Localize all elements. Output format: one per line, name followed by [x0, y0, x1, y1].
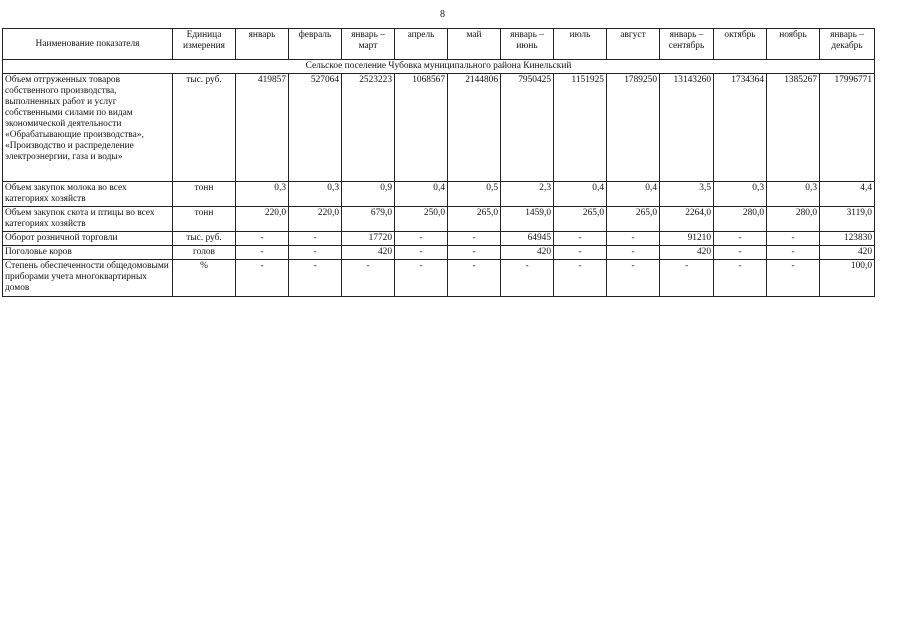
unit-cell: тыс. руб.	[173, 232, 236, 246]
value-cell: -	[236, 232, 289, 246]
value-cell: 420	[660, 246, 714, 260]
value-cell: 91210	[660, 232, 714, 246]
column-header-month: ноябрь	[767, 29, 820, 60]
value-cell: -	[554, 260, 607, 297]
value-cell: 265,0	[554, 207, 607, 232]
table-row	[3, 74, 875, 182]
value-cell: 220,0	[289, 207, 342, 232]
value-cell: -	[554, 232, 607, 246]
value-cell: 420	[501, 246, 554, 260]
value-cell: 679,0	[342, 207, 395, 232]
value-cell: 220,0	[236, 207, 289, 232]
indicator-name: Поголовье коров	[3, 246, 173, 260]
indicator-name: Объем отгруженных товаров собственного производства, выполненных работ и услуг собственными силами по видам экономической деятельности «Обрабатывающие производства», «Производство и распределение электроэнергии, газа и воды»	[3, 74, 173, 182]
indicator-table	[2, 28, 875, 297]
value-cell: 0,3	[289, 182, 342, 207]
value-cell: 2523223	[342, 74, 395, 182]
value-cell: 280,0	[767, 207, 820, 232]
value-cell: 1151925	[554, 74, 607, 182]
value-cell: -	[289, 260, 342, 297]
value-cell: 2144806	[448, 74, 501, 182]
value-cell: 7950425	[501, 74, 554, 182]
value-cell: 17720	[342, 232, 395, 246]
value-cell: 0,5	[448, 182, 501, 207]
value-cell: 0,3	[236, 182, 289, 207]
value-cell: -	[607, 260, 660, 297]
column-header-month: февраль	[289, 29, 342, 60]
column-header-month: апрель	[395, 29, 448, 60]
unit-cell: тыс. руб.	[173, 74, 236, 182]
value-cell: -	[448, 232, 501, 246]
value-cell: -	[395, 232, 448, 246]
unit-cell: тонн	[173, 182, 236, 207]
value-cell: 265,0	[448, 207, 501, 232]
indicator-name: Объем закупок скота и птицы во всех категориях хозяйств	[3, 207, 173, 232]
value-cell: 123830	[820, 232, 875, 246]
value-cell: 13143260	[660, 74, 714, 182]
value-cell: -	[767, 232, 820, 246]
table-row	[3, 232, 875, 246]
value-cell: -	[714, 232, 767, 246]
value-cell: 0,3	[714, 182, 767, 207]
value-cell: -	[767, 246, 820, 260]
value-cell: 1789250	[607, 74, 660, 182]
value-cell: -	[501, 260, 554, 297]
table-row	[3, 182, 875, 207]
column-header-month: май	[448, 29, 501, 60]
value-cell: 3119,0	[820, 207, 875, 232]
unit-cell: %	[173, 260, 236, 297]
value-cell: -	[714, 260, 767, 297]
column-header-month: январь – сентябрь	[660, 29, 714, 60]
value-cell: -	[607, 232, 660, 246]
value-cell: -	[448, 246, 501, 260]
value-cell: 0,9	[342, 182, 395, 207]
value-cell: -	[236, 260, 289, 297]
value-cell: 0,3	[767, 182, 820, 207]
value-cell: -	[448, 260, 501, 297]
indicator-name: Степень обеспеченности общедомовыми приборами учета многоквартирных домов	[3, 260, 173, 297]
value-cell: 3,5	[660, 182, 714, 207]
value-cell: 2264,0	[660, 207, 714, 232]
value-cell: -	[607, 246, 660, 260]
value-cell: 0,4	[395, 182, 448, 207]
value-cell: 1459,0	[501, 207, 554, 232]
value-cell: 419857	[236, 74, 289, 182]
value-cell: 100,0	[820, 260, 875, 297]
section-row	[3, 60, 875, 74]
value-cell: -	[289, 232, 342, 246]
page-number: 8	[440, 9, 445, 20]
value-cell: 420	[342, 246, 395, 260]
column-header-month: июль	[554, 29, 607, 60]
column-header-month: январь – июнь	[501, 29, 554, 60]
value-cell: -	[236, 246, 289, 260]
indicator-name: Оборот розничной торговли	[3, 232, 173, 246]
value-cell: 0,4	[607, 182, 660, 207]
table-header-row	[3, 29, 875, 60]
column-header-month: октябрь	[714, 29, 767, 60]
value-cell: -	[767, 260, 820, 297]
column-header-month: август	[607, 29, 660, 60]
value-cell: 1068567	[395, 74, 448, 182]
value-cell: 250,0	[395, 207, 448, 232]
column-header-month: январь – март	[342, 29, 395, 60]
value-cell: 1385267	[767, 74, 820, 182]
value-cell: -	[395, 260, 448, 297]
value-cell: -	[395, 246, 448, 260]
value-cell: -	[289, 246, 342, 260]
value-cell: 420	[820, 246, 875, 260]
value-cell: 527064	[289, 74, 342, 182]
value-cell: 0,4	[554, 182, 607, 207]
value-cell: -	[714, 246, 767, 260]
section-title: Сельское поселение Чубовка муниципального района Кинельский	[3, 60, 875, 74]
column-header-month: январь	[236, 29, 289, 60]
table-row	[3, 260, 875, 297]
column-header-month: январь – декабрь	[820, 29, 875, 60]
value-cell: 1734364	[714, 74, 767, 182]
value-cell: -	[660, 260, 714, 297]
unit-cell: голов	[173, 246, 236, 260]
value-cell: 280,0	[714, 207, 767, 232]
table-row	[3, 246, 875, 260]
value-cell: -	[342, 260, 395, 297]
value-cell: 64945	[501, 232, 554, 246]
value-cell: 2,3	[501, 182, 554, 207]
column-header-unit: Единица измерения	[173, 29, 236, 60]
indicator-name: Объем закупок молока во всех категориях хозяйств	[3, 182, 173, 207]
value-cell: 17996771	[820, 74, 875, 182]
table-row	[3, 207, 875, 232]
value-cell: 265,0	[607, 207, 660, 232]
column-header-indicator: Наименование показателя	[3, 29, 173, 60]
value-cell: -	[554, 246, 607, 260]
value-cell: 4,4	[820, 182, 875, 207]
unit-cell: тонн	[173, 207, 236, 232]
